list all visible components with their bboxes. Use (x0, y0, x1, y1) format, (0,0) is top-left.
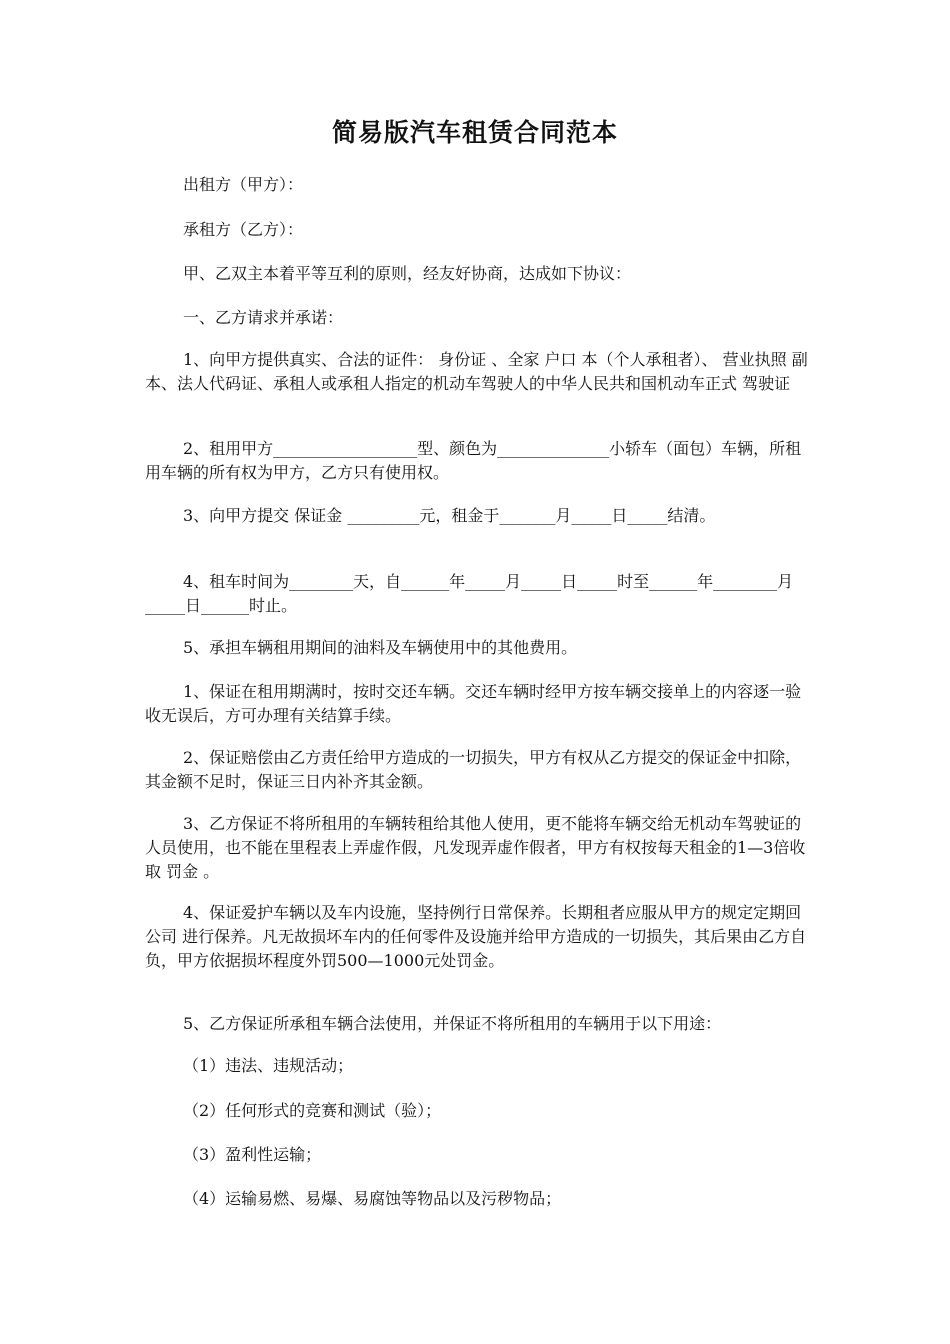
paragraph-lessee: 承租方（乙方）： (183, 220, 304, 239)
clause-3-deposit: 3、向甲方提交 保证金 _________元，租金于_______月_____日_____结清。 (183, 506, 716, 525)
clause-5-fuel-costs: 5、承担车辆租用期间的油料及车辆使用中的其他费用。 (183, 638, 578, 657)
guarantee-3-no-sublet: 3、乙方保证不将所租用的车辆转租给其他人使用，更不能将车辆交给无机动车驾驶证的人员使用，也不能在里程表上弄虚作假，凡发现弄虚作假者，甲方有权按每天租金的1—3倍收取 罚金 。 (145, 814, 806, 881)
document-title: 简易版汽车租赁合同范本 (331, 118, 618, 147)
guarantee-4-maintenance: 4、保证爱护车辆以及车内设施，坚持例行日常保养。长期租者应服从甲方的规定定期回 公司 进行保养。凡无故损坏车内的任何零件及设施并给甲方造成的一切损失，其后果由乙方自负，甲方依据损坏程度外罚500—1000元处罚金。 (145, 903, 807, 970)
section-heading-one: 一、乙方请求并承诺： (183, 308, 344, 327)
guarantee-2-compensation: 2、保证赔偿由乙方责任给甲方造成的一切损失，甲方有权从乙方提交的保证金中扣除，其金额不足时，保证三日内补齐其金额。 (145, 748, 802, 791)
clause-4-rental-period: 4、租车时间为________天，自______年_____月_____日_____时至______年________月_____日______时止。 (145, 572, 794, 615)
paragraph-intro: 甲、乙双主本着平等互利的原则，经友好协商，达成如下协议： (183, 264, 632, 283)
guarantee-1-return: 1、保证在租用期满时，按时交还车辆。交还车辆时经甲方按车辆交接单上的内容逐一验收无误后，方可办理有关结算手续。 (145, 682, 802, 725)
paragraph-lessor: 出租方（甲方）： (183, 175, 304, 194)
prohibited-use-3: （3）盈利性运输； (183, 1145, 322, 1164)
prohibited-use-1: （1）违法、违规活动； (183, 1056, 354, 1075)
prohibited-use-2: （2）任何形式的竞赛和测试（验）； (183, 1101, 442, 1120)
clause-1-documents: 1、向甲方提供真实、合法的证件： 身份证 、全家 户口 本（个人承租者）、 营业执照 副本、法人代码证、承租人或承租人指定的机动车驾驶人的中华人民共和国机动车正式 驾驶证 (145, 350, 808, 393)
guarantee-5-legal-use: 5、乙方保证所承租车辆合法使用，并保证不将所租用的车辆用于以下用途： (183, 1014, 722, 1033)
prohibited-use-4: （4）运输易燃、易爆、易腐蚀等物品以及污秽物品； (183, 1189, 562, 1208)
clause-2-vehicle: 2、租用甲方__________________型、颜色为______________小轿车（面包）车辆，所租用车辆的所有权为甲方，乙方只有使用权。 (145, 439, 802, 482)
